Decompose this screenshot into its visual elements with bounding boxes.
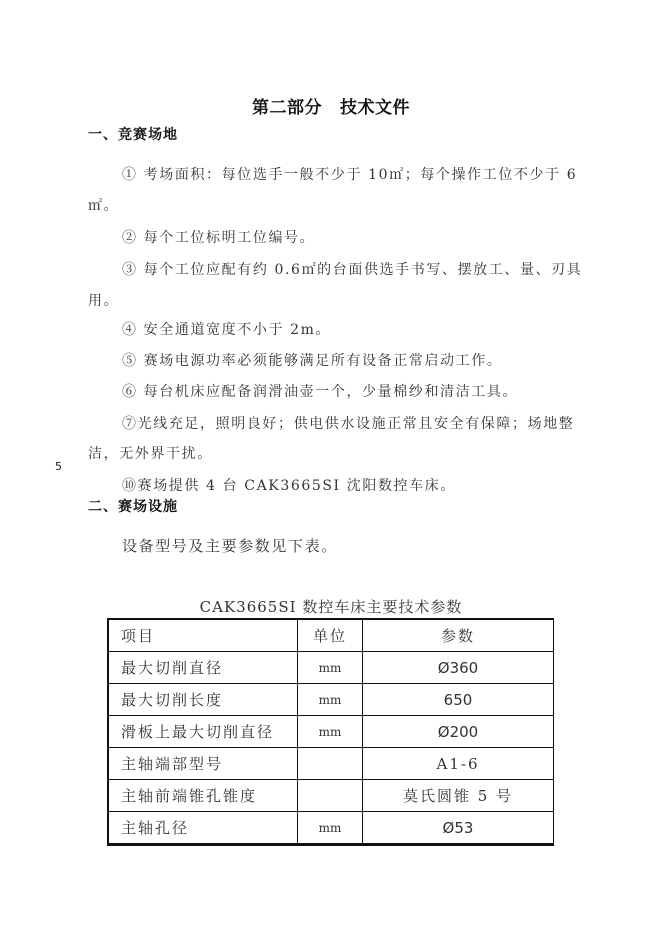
table-row: [108, 716, 554, 748]
paragraph-5: ⑤ 赛场电源功率必须能够满足所有设备正常启动工作。: [122, 353, 503, 369]
paragraph-7-line-2: 洁，无外界干扰。: [88, 446, 213, 462]
paragraph-3-line-1: ③ 每个工位应配有约 0.6㎡的台面供选手书写、摆放工、量、刃具: [122, 262, 583, 278]
row-item: 主轴端部型号: [108, 748, 298, 780]
paragraph-10: ⑩赛场提供 4 台 CAK3665SI 沈阳数控车床。: [122, 478, 456, 494]
row-value: Ø53: [363, 812, 554, 845]
page-number: 5: [55, 460, 62, 473]
row-unit: [298, 780, 363, 812]
row-value: Ø360: [363, 652, 554, 684]
paragraph-1-line-1: ① 考场面积：每位选手一般不少于 10㎡；每个操作工位不少于 6: [122, 167, 578, 183]
row-value: A1-6: [363, 748, 554, 780]
header-value: 参数: [363, 619, 554, 652]
row-item: 主轴孔径: [108, 812, 298, 845]
row-item: 主轴前端锥孔锥度: [108, 780, 298, 812]
paragraph-4: ④ 安全通道宽度不小于 2m。: [122, 322, 332, 338]
row-unit: mm: [298, 652, 363, 684]
row-unit: mm: [298, 684, 363, 716]
row-value: 650: [363, 684, 554, 716]
facilities-intro: 设备型号及主要参数见下表。: [122, 537, 338, 555]
specs-table: [107, 618, 554, 846]
paragraph-1-line-2: ㎡。: [88, 198, 120, 214]
table-header-row: [108, 619, 554, 652]
title-part-2: 技术文件: [340, 98, 410, 118]
row-item: 最大切削直径: [108, 652, 298, 684]
section-heading-venue: 一、竞赛场地: [88, 127, 178, 143]
paragraph-6: ⑥ 每台机床应配备润滑油壶一个，少量棉纱和清洁工具。: [122, 384, 519, 400]
row-unit: [298, 748, 363, 780]
row-value: Ø200: [363, 716, 554, 748]
page-title: [0, 93, 662, 118]
section-heading-facilities: 二、赛场设施: [88, 499, 178, 515]
row-value: 莫氏圆锥 5 号: [363, 780, 554, 812]
paragraph-3-line-2: 用。: [88, 293, 120, 309]
table-row: [108, 780, 554, 812]
table-row: [108, 812, 554, 845]
header-item: 项目: [108, 619, 298, 652]
title-part-1: 第二部分: [252, 98, 322, 118]
table-row: [108, 652, 554, 684]
row-item: 最大切削长度: [108, 684, 298, 716]
paragraph-2: ② 每个工位标明工位编号。: [122, 230, 316, 246]
table-row: [108, 684, 554, 716]
table-row: [108, 748, 554, 780]
paragraph-7-line-1: ⑦光线充足，照明良好；供电供水设施正常且安全有保障；场地整: [122, 416, 575, 432]
row-unit: mm: [298, 812, 363, 845]
header-unit: 单位: [298, 619, 363, 652]
table-caption: CAK3665SI 数控车床主要技术参数: [199, 598, 463, 616]
row-item: 滑板上最大切削直径: [108, 716, 298, 748]
row-unit: mm: [298, 716, 363, 748]
